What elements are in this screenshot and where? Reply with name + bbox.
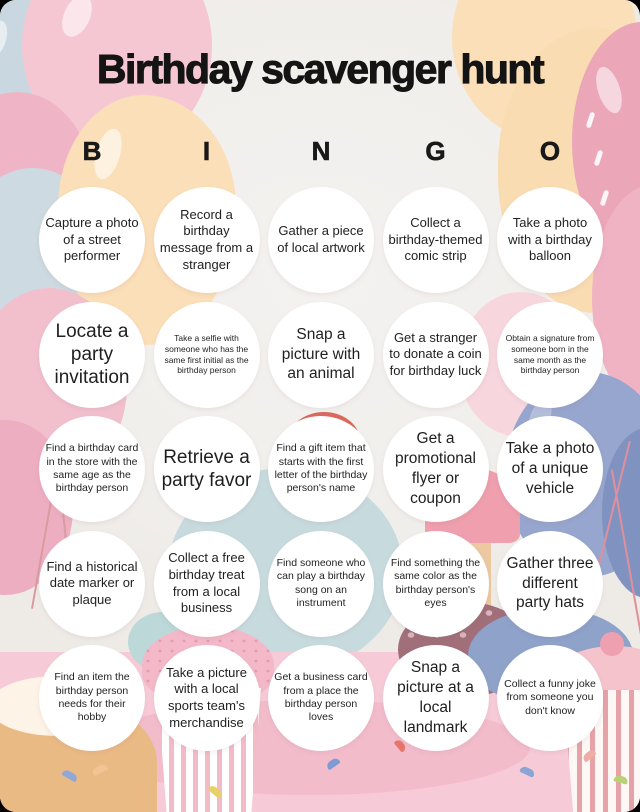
cell-text: Get a stranger to donate a coin for birthday luck [389,329,482,378]
bingo-header [39,136,603,167]
bingo-letter-g: G [425,136,446,166]
cell-text: Collect a free birthday treat from a local business [168,550,245,616]
cell-text: Find something the same color as the birthday person's eyes [390,556,481,609]
cell-text: Locate a party invitation [54,320,130,389]
bingo-cell[interactable] [497,302,603,408]
bingo-cell[interactable] [39,302,145,408]
bingo-letter-n: N [311,136,331,166]
cell-text: Snap a picture with an animal [281,325,361,383]
bingo-cell[interactable] [497,531,603,637]
cell-text: Get a business card from a place the birthday person loves [274,671,368,724]
cupcake-cherry [600,632,624,656]
bingo-cell[interactable] [268,531,374,637]
cell-text: Find an item the birthday person needs for their hobby [54,671,130,724]
cell-text: Obtain a signature from someone born in the same month as the birthday person [505,332,595,376]
cell-text: Take a photo of a unique vehicle [505,440,595,497]
bingo-cell[interactable] [268,302,374,408]
cell-text: Capture a photo of a street performer [45,215,139,264]
bingo-cell[interactable] [497,645,603,751]
bingo-cell[interactable] [383,187,489,293]
cell-text: Gather three different party hats [506,554,594,612]
cell-text: Take a photo with a birthday balloon [508,215,592,264]
bingo-cell[interactable] [39,531,145,637]
bingo-cell[interactable] [383,416,489,522]
bingo-cell[interactable] [383,531,489,637]
cell-text: Take a selfie with someone who has the same first initial as the birthday person [164,332,249,376]
bingo-cell[interactable] [39,416,145,522]
bingo-cell[interactable] [268,645,374,751]
bingo-cell[interactable] [39,187,145,293]
cell-text: Collect a funny joke from someone you don't know [504,677,596,717]
cell-text: Find a gift item that starts with the first letter of the birthday person's name [274,442,368,495]
bingo-cell[interactable] [497,416,603,522]
page-title: Birthday scavenger hunt [96,46,544,92]
bingo-cell[interactable] [154,187,260,293]
bingo-cell[interactable] [383,302,489,408]
cell-text: Find a birthday card in the store with the same age as the birthday person [45,442,139,495]
bingo-cell[interactable] [268,187,374,293]
bingo-cell[interactable] [154,531,260,637]
bingo-letter-b: B [82,136,102,166]
bingo-cell[interactable] [268,416,374,522]
bingo-cell[interactable] [497,187,603,293]
bingo-cell[interactable] [154,416,260,522]
cell-text: Get a promotional flyer or coupon [395,430,476,507]
cell-text: Find a historical date marker or plaque [46,558,138,607]
cell-text: Snap a picture at a local landmark [397,659,474,736]
bingo-cell[interactable] [154,302,260,408]
cell-text: Collect a birthday-themed comic strip [388,215,483,264]
bingo-cell[interactable] [39,645,145,751]
cell-text: Gather a piece of local artwork [277,223,365,255]
bingo-letter-o: O [539,136,561,166]
bingo-cell[interactable] [383,645,489,751]
cell-text: Record a birthday message from a stranger [159,206,254,272]
cell-text: Find someone who can play a birthday song on an instrument [276,556,366,609]
cell-text: Retrieve a party favor [161,446,252,491]
bingo-letter-i: I [202,136,211,166]
cell-text: Take a picture with a local sports team's merchandise [166,664,247,730]
bingo-grid [39,187,603,751]
bingo-cell[interactable] [154,645,260,751]
